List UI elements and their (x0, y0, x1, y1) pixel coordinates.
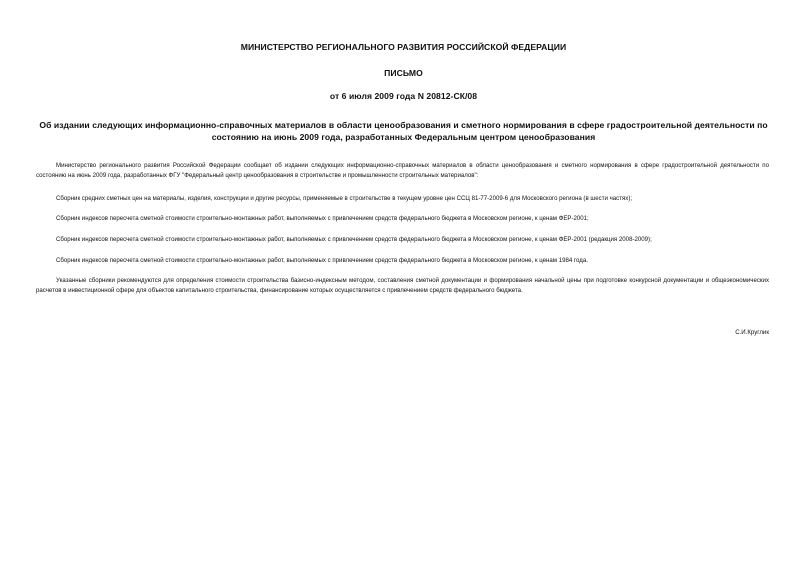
document-type-heading: ПИСЬМО (384, 68, 423, 78)
paragraph-item-3: Сборник индексов пересчета сметной стоимости строительно-монтажных работ, выполняемых с привлечением средств федерального бюджета в Московском регионе, к ценам ФЕР-2001 (редакция 2008-2009); (56, 236, 652, 243)
paragraph-item-2: Сборник индексов пересчета сметной стоимости строительно-монтажных работ, выполняемых с привлечением средств федерального бюджета в Московском регионе, к ценам ФЕР-2001; (56, 215, 589, 222)
subject-heading: Об издании следующих информационно-справочных материалов в области ценообразования и сметного нормирования в сфере градостроительной деятельности по состоянию на июнь 2009 года, разработанных Федеральным центром ценообразования (39, 120, 768, 142)
date-number-heading: от 6 июля 2009 года N 20812-СК/08 (329, 91, 478, 101)
paragraph-intro: Министерство регионального развития Российской Федерации сообщает об издании следующих информационно-справочных материалов в области ценообразования и сметного нормирования в сфере градостроительной деятельности по состоянию на июнь 2009 года, разработанных ФГУ "Федеральный центр ценообразования в строительстве и промышленности строительных материалов": (36, 162, 769, 179)
paragraph-item-1: Сборник средних сметных цен на материалы, изделия, конструкции и другие ресурсы, применяемые в строительстве в текущем уровне цен ССЦ 81-77-2009-6 для Московского региона (в шести частях); (56, 195, 633, 202)
paragraph-conclusion: Указанные сборники рекомендуются для определения стоимости строительства базисно-индексным методом, составления сметной документации и формирования начальной цены при подготовке конкурсной документации и общеэкономических расчетов в инвестиционной сфере для объектов капитального строительства, финансирование которых осуществляется с привлечением средств федерального бюджета. (36, 277, 769, 294)
signature: С.И.Круглик (735, 329, 769, 336)
ministry-heading: МИНИСТЕРСТВО РЕГИОНАЛЬНОГО РАЗВИТИЯ РОССИЙСКОЙ ФЕДЕРАЦИИ (240, 42, 567, 52)
paragraph-item-4: Сборник индексов пересчета сметной стоимости строительно-монтажных работ, выполняемых с привлечением средств федерального бюджета в Московском регионе, к ценам 1984 года. (56, 257, 588, 264)
